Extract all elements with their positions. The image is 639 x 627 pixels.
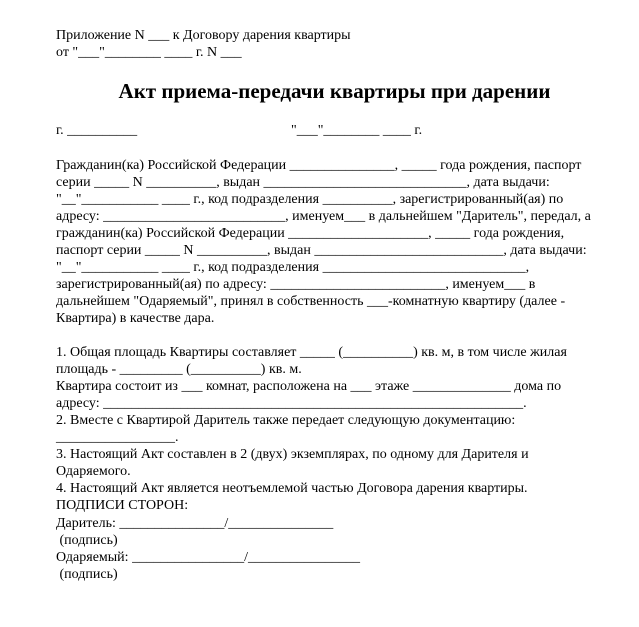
intro-line: адресу: __________________________, именуем___ в дальнейшем "Даритель", передал, а: [56, 209, 591, 224]
clause-line: _________________.: [56, 430, 179, 445]
place-field: г. __________: [56, 123, 138, 138]
clause-line: площадь - _________ (__________) кв. м.: [56, 362, 302, 377]
donor-signature-caption: (подпись): [56, 533, 118, 548]
clause-line: 4. Настоящий Акт является неотъемлемой частью Договора дарения квартиры.: [56, 481, 528, 496]
intro-line: зарегистрированный(ая) по адресу: _________________________, именуем___ в: [56, 277, 536, 292]
document-title: Акт приема-передачи квартиры при дарении: [118, 79, 551, 103]
intro-line: серии _____ N __________, выдан _____________________________, дата выдачи:: [56, 175, 550, 190]
date-field: "___"________ ____ г.: [291, 123, 423, 138]
intro-line: дальнейшем "Одаряемый", принял в собственность ___-комнатную квартиру (далее -: [56, 294, 566, 309]
intro-line: паспорт серии _____ N __________, выдан ___________________________, дата выдачи:: [56, 243, 587, 258]
clause-line: Квартира состоит из ___ комнат, расположена на ___ этаже ______________ дома по: [56, 379, 562, 394]
intro-line: гражданин(ка) Российской Федерации ____________________, _____ года рождения,: [56, 226, 565, 241]
donee-signature-line: Одаряемый: ________________/________________: [56, 550, 360, 565]
intro-line: "__"___________ ____ г., код подразделения __________, зарегистрированный(ая) по: [56, 192, 564, 207]
appendix-line: Приложение N ___ к Договору дарения квартиры: [56, 28, 351, 43]
clause-line: 1. Общая площадь Квартиры составляет _____ (__________) кв. м, в том числе жилая: [56, 345, 567, 360]
clause-line: адресу: ____________________________________________________________.: [56, 396, 527, 411]
intro-line: Квартира) в качестве дара.: [56, 311, 215, 326]
donee-signature-caption: (подпись): [56, 567, 118, 582]
signatures-heading: ПОДПИСИ СТОРОН:: [56, 498, 189, 513]
donor-signature-line: Даритель: _______________/_______________: [56, 516, 334, 531]
appendix-date-line: от "___"________ ____ г. N ___: [56, 45, 242, 60]
clause-line: 3. Настоящий Акт составлен в 2 (двух) экземплярах, по одному для Дарителя и: [56, 447, 529, 462]
clause-line: 2. Вместе с Квартирой Даритель также передает следующую документацию:: [56, 413, 516, 428]
intro-line: "__"___________ ____ г., код подразделения _____________________________,: [56, 260, 530, 275]
intro-line: Гражданин(ка) Российской Федерации _______________, _____ года рождения, паспорт: [56, 158, 582, 173]
clause-line: Одаряемого.: [56, 464, 131, 479]
